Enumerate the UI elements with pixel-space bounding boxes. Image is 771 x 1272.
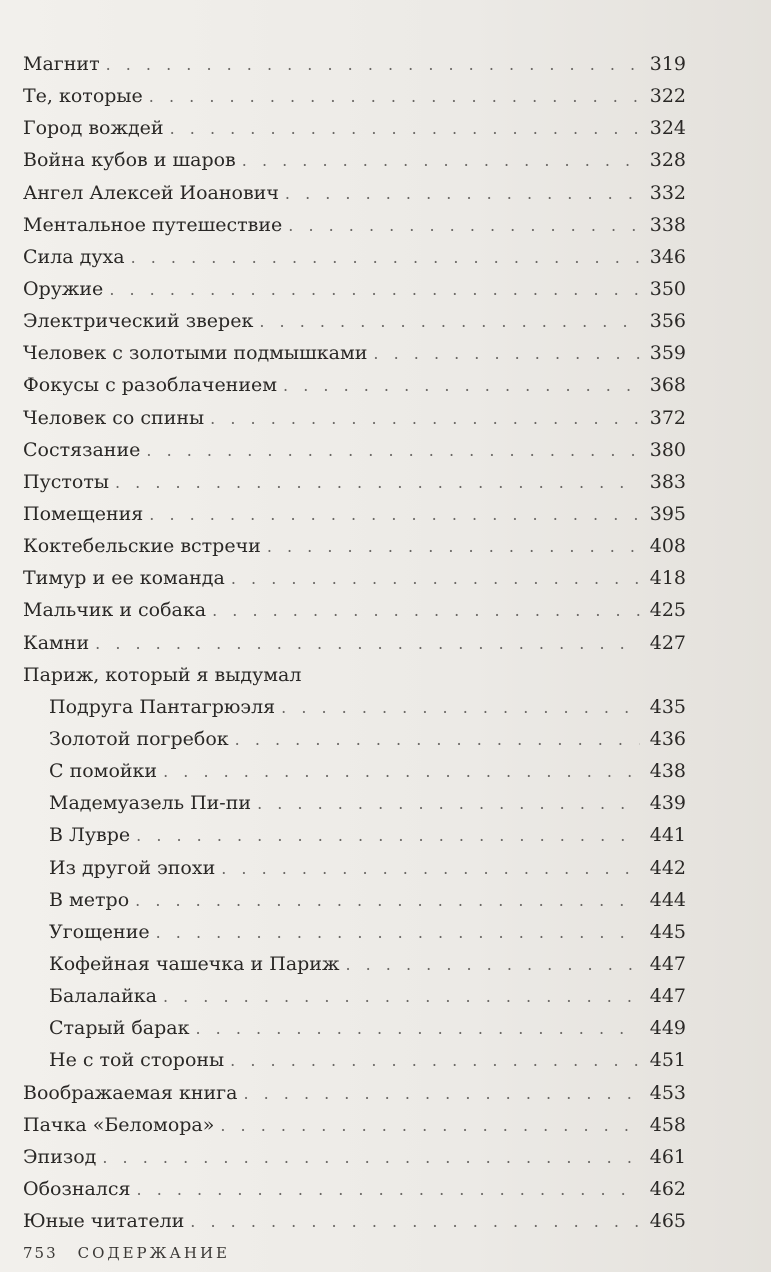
dot-leader	[163, 981, 640, 1013]
toc-entry	[23, 755, 686, 787]
toc-entry	[23, 369, 686, 401]
toc-entry-title: Коктебельские встречи	[23, 535, 261, 558]
toc-entry-page: 445	[649, 920, 686, 943]
toc-entry-title: Те, которые	[23, 85, 143, 108]
dot-leader	[235, 724, 640, 756]
toc-entry	[23, 177, 686, 209]
toc-entry	[23, 659, 686, 691]
toc-entry	[23, 787, 686, 819]
toc-entry-page: 356	[649, 310, 686, 333]
toc-entry-page: 324	[649, 117, 686, 140]
toc-entry	[23, 112, 686, 144]
dot-leader	[137, 1174, 640, 1206]
toc-entry-page: 372	[649, 406, 686, 429]
dot-leader	[102, 1142, 640, 1174]
toc-entry-page: 447	[649, 952, 686, 975]
dot-leader	[230, 1045, 640, 1077]
dot-leader	[242, 145, 640, 177]
toc-entry-page: 435	[649, 695, 686, 718]
toc-entry	[23, 884, 686, 916]
toc-entry	[23, 48, 686, 80]
toc-entry-title: Фокусы с разоблачением	[23, 374, 278, 397]
toc-entry-title: С помойки	[49, 760, 158, 783]
toc-entry-page: 453	[649, 1081, 686, 1104]
dot-leader	[345, 949, 640, 981]
toc-entry	[23, 241, 686, 273]
toc-entry	[23, 562, 686, 594]
toc-entry-title: Старый барак	[49, 1017, 190, 1040]
toc-entry	[23, 980, 686, 1012]
toc-entry-page: 395	[649, 502, 686, 525]
toc-entry	[23, 530, 686, 562]
toc-entry-page: 441	[649, 824, 686, 847]
toc-entry-title: Помещения	[23, 502, 144, 525]
dot-leader	[136, 820, 640, 852]
toc-entry-page: 458	[649, 1113, 686, 1136]
toc-entry	[23, 209, 686, 241]
toc-entry-page: 328	[649, 149, 686, 172]
toc-entry-page: 449	[649, 1017, 686, 1040]
toc-entry-title: Не с той стороны	[49, 1049, 225, 1072]
toc-entry-page: 444	[649, 888, 686, 911]
toc-entry	[23, 434, 686, 466]
toc-entry-page: 368	[649, 374, 686, 397]
toc-entry-title: Кофейная чашечка и Париж	[49, 952, 340, 975]
dot-leader	[149, 81, 640, 113]
dot-leader	[190, 1206, 640, 1238]
toc-entry	[23, 80, 686, 112]
dot-leader	[210, 403, 640, 435]
toc-entry-page: 442	[649, 856, 686, 879]
toc-entry-title: Юные читатели	[23, 1210, 185, 1233]
toc-entry	[23, 627, 686, 659]
toc-entry	[23, 1173, 686, 1205]
dot-leader	[267, 531, 640, 563]
dot-leader	[149, 499, 640, 531]
toc-entry-title: Воображаемая книга	[23, 1081, 238, 1104]
toc-entry-page: 418	[649, 567, 686, 590]
toc-entry-title: Магнит	[23, 53, 100, 75]
toc-entry-title: Обознался	[23, 1177, 131, 1200]
toc-entry-page: 451	[649, 1049, 686, 1072]
toc-entry	[23, 948, 686, 980]
toc-entry-page: 447	[649, 985, 686, 1008]
toc-entry-page: 380	[649, 438, 686, 461]
toc-entry-title: Мальчик и собака	[23, 599, 207, 622]
dot-leader	[131, 242, 640, 274]
toc-entry-title: Человек со спины	[23, 406, 205, 429]
toc-entry	[23, 691, 686, 723]
toc-entry	[23, 916, 686, 948]
toc-entry-title: Сила духа	[23, 245, 125, 268]
toc-entry-title: Человек с золотыми подмышками	[23, 342, 368, 365]
toc-entry	[23, 1012, 686, 1044]
dot-leader	[106, 49, 640, 81]
toc-entry-page: 462	[649, 1177, 686, 1200]
toc-entry-page: 461	[649, 1145, 686, 1168]
toc-entry-page: 322	[649, 85, 686, 108]
toc-entry-page: 439	[649, 792, 686, 815]
dot-leader	[285, 178, 640, 210]
toc-entry-title: Мадемуазель Пи-пи	[49, 792, 252, 815]
toc-entry-title: Город вождей	[23, 117, 164, 140]
toc-entry	[23, 594, 686, 626]
toc-entry-title: Ангел Алексей Иоанович	[23, 181, 279, 204]
toc-entry-page: 438	[649, 760, 686, 783]
toc-entry-page: 383	[649, 470, 686, 493]
toc-entry-title: Ментальное путешествие	[23, 213, 283, 236]
toc-entry-title: Пустоты	[23, 470, 109, 493]
toc-entry-page: 359	[649, 342, 686, 365]
dot-leader	[95, 628, 640, 660]
toc-entry	[23, 1141, 686, 1173]
dot-leader	[170, 113, 640, 145]
toc-entry	[23, 1205, 686, 1237]
toc-entry	[23, 305, 686, 337]
dot-leader	[221, 853, 640, 885]
toc-entry-page: 346	[649, 245, 686, 268]
toc-entry	[23, 498, 686, 530]
toc-entry-page: 338	[649, 213, 686, 236]
dot-leader	[373, 338, 640, 370]
toc-entry	[23, 819, 686, 851]
dot-leader	[283, 370, 640, 402]
toc-entry	[23, 337, 686, 369]
dot-leader	[156, 917, 640, 949]
dot-leader	[231, 563, 640, 595]
toc-entry-title: Электрический зверек	[23, 310, 254, 333]
dot-leader	[163, 756, 640, 788]
dot-leader	[212, 595, 640, 627]
dot-leader	[243, 1078, 640, 1110]
toc-entry-page: 465	[649, 1210, 686, 1233]
toc-entry-title: Эпизод	[23, 1145, 97, 1168]
toc-entry-title: Балалайка	[49, 985, 157, 1008]
toc-entry	[23, 852, 686, 884]
toc-entry	[23, 466, 686, 498]
toc-entry-title: Тимур и ее команда	[23, 567, 225, 590]
toc-entry-title: Камни	[23, 631, 90, 654]
toc-entry	[23, 402, 686, 434]
toc-entry	[23, 723, 686, 755]
dot-leader	[115, 467, 640, 499]
toc-entry	[23, 144, 686, 176]
toc-entry	[23, 1109, 686, 1141]
toc-entry-page: 408	[649, 535, 686, 558]
dot-leader	[109, 274, 640, 306]
toc-entry-title: В Лувре	[49, 824, 131, 847]
toc-entry	[23, 1077, 686, 1109]
toc-entry-title: Золотой погребок	[49, 727, 229, 750]
table-of-contents	[23, 48, 686, 1237]
dot-leader	[220, 1110, 640, 1142]
toc-entry-page: 427	[649, 631, 686, 654]
toc-entry-page: 350	[649, 277, 686, 300]
dot-leader	[257, 788, 640, 820]
dot-leader	[259, 306, 640, 338]
toc-entry-page: 436	[649, 727, 686, 750]
toc-entry-title: Состязание	[23, 438, 141, 461]
dot-leader	[288, 210, 640, 242]
dot-leader	[196, 1013, 641, 1045]
toc-entry-title: Из другой эпохи	[49, 856, 216, 879]
page-number: 753	[23, 1244, 58, 1262]
toc-entry-page: 319	[649, 53, 686, 75]
toc-entry	[23, 273, 686, 305]
toc-entry-title: Подруга Пантагрюэля	[49, 695, 276, 718]
dot-leader	[146, 435, 640, 467]
toc-entry-page: 425	[649, 599, 686, 622]
toc-entry-title: Война кубов и шаров	[23, 149, 236, 172]
toc-entry-title: Пачка «Беломора»	[23, 1113, 215, 1136]
section-title: СОДЕРЖАНИЕ	[77, 1244, 230, 1262]
toc-entry-page: 332	[649, 181, 686, 204]
toc-entry-title: В метро	[49, 888, 130, 911]
toc-entry	[23, 1044, 686, 1076]
dot-leader	[135, 885, 640, 917]
toc-entry-title: Оружие	[23, 277, 104, 300]
toc-entry-title: Париж, который я выдумал	[23, 663, 302, 686]
dot-leader	[281, 692, 640, 724]
toc-entry-title: Угощение	[49, 920, 150, 943]
page-footer	[23, 1244, 230, 1262]
